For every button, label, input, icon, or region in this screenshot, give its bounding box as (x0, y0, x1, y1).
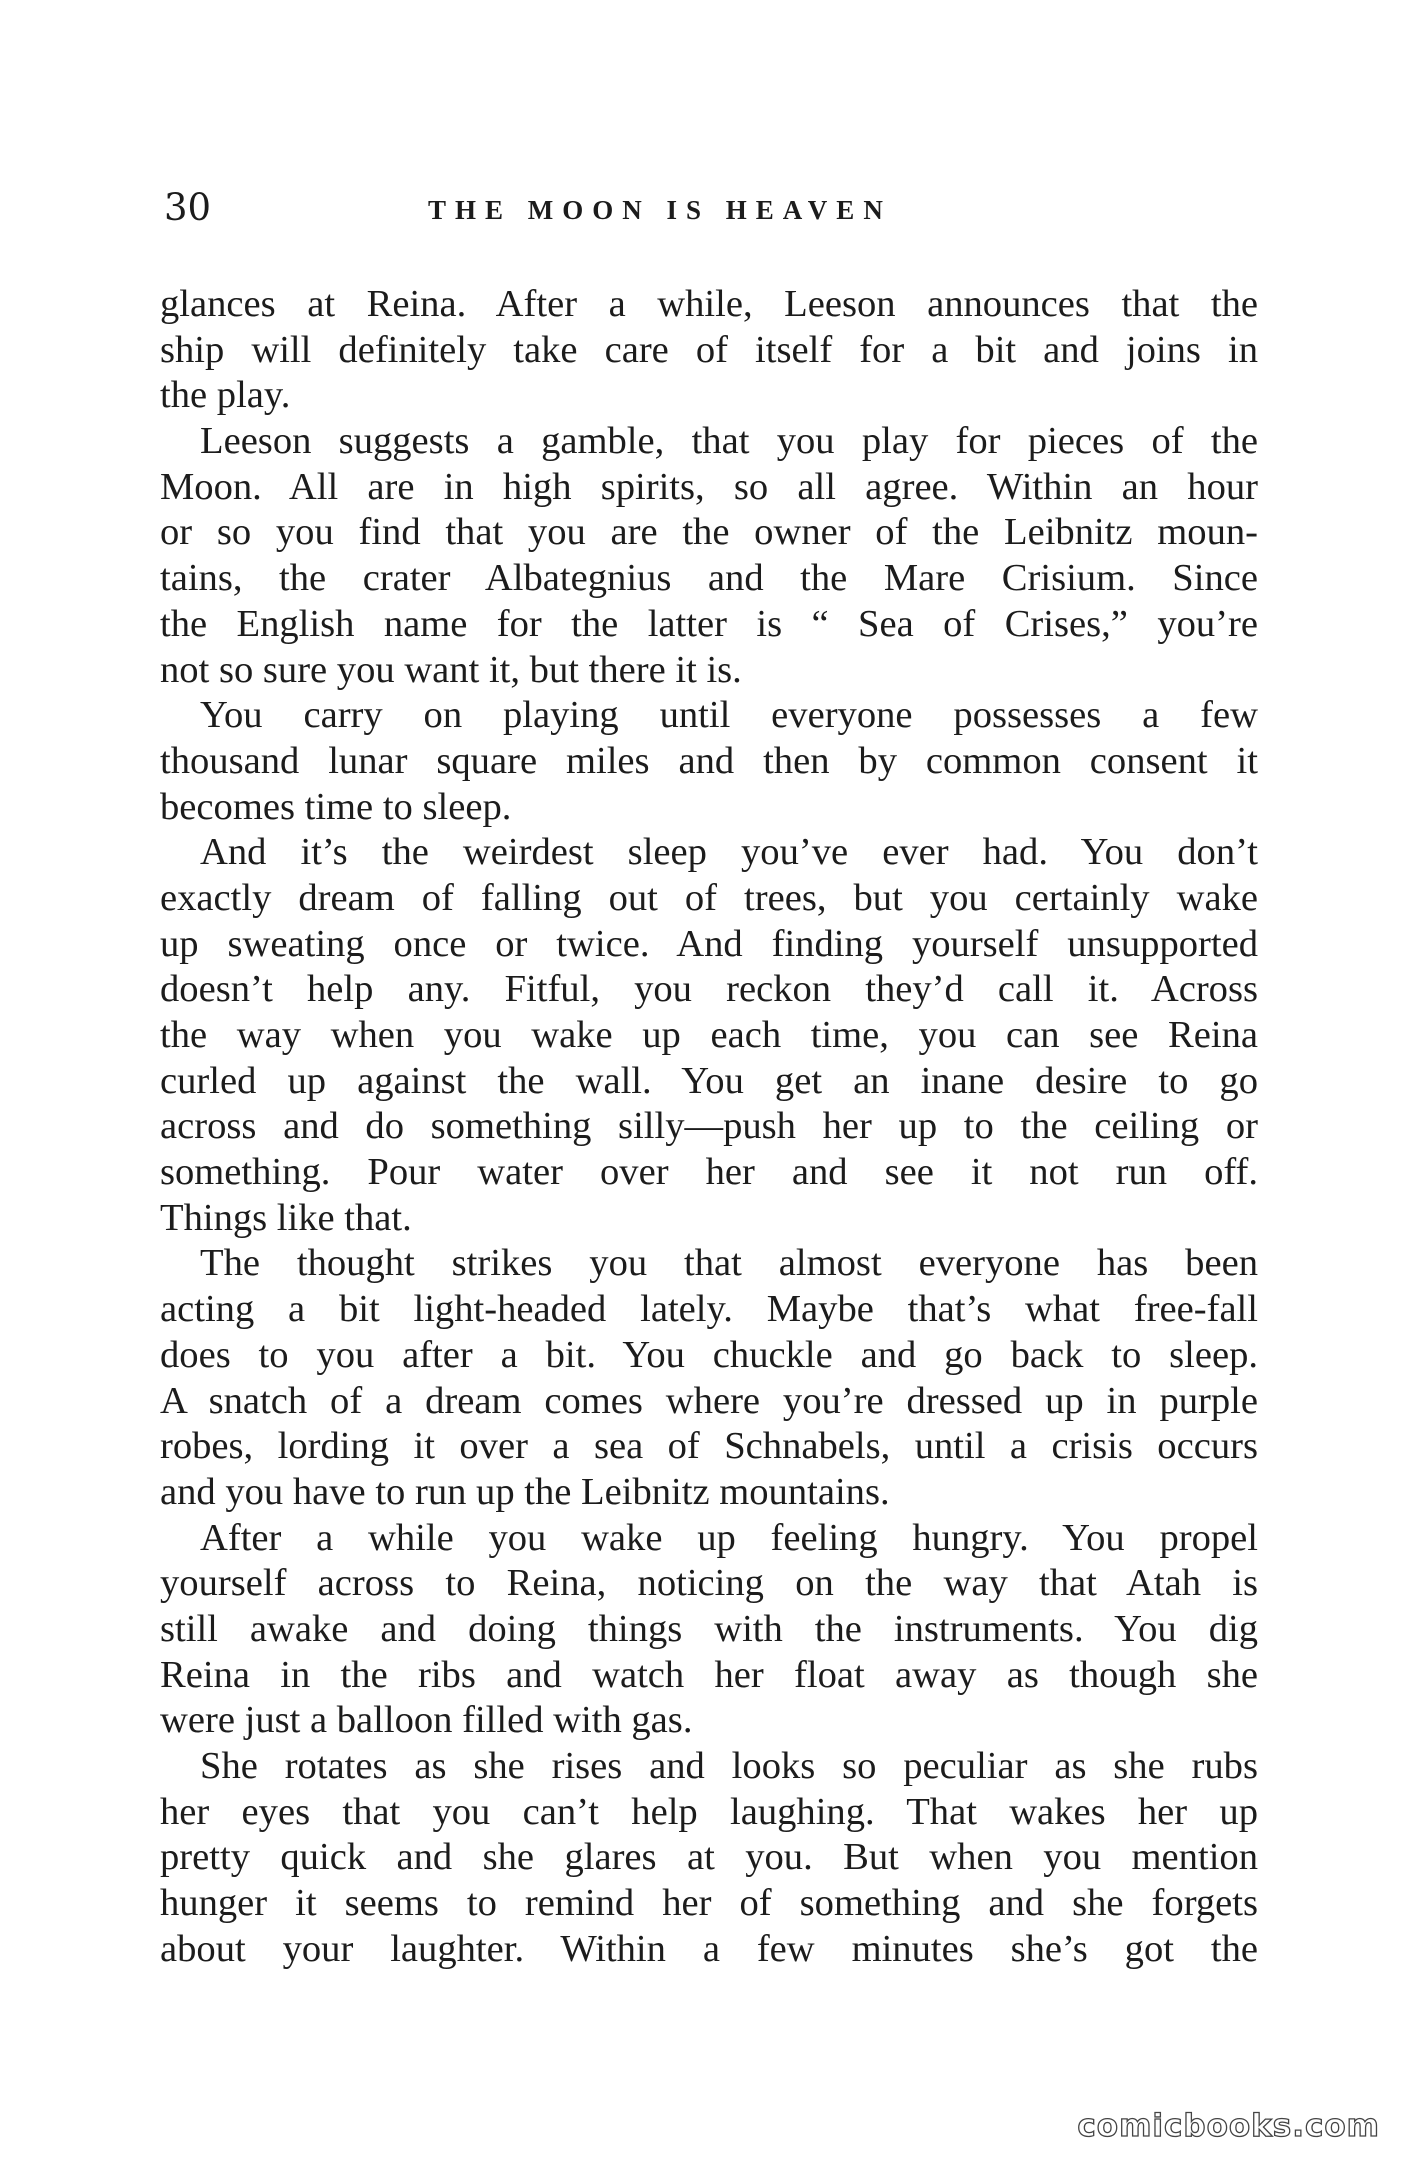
text-line: or so you find that you are the owner of the Leibnitz moun- (160, 511, 1258, 554)
watermark: comicbooks.com (1077, 2108, 1380, 2144)
body-text (160, 282, 1258, 1972)
text-line: glances at Reina. After a while, Leeson announces that the (160, 283, 1258, 325)
paragraph (160, 282, 1258, 419)
text-line: After a while you wake up feeling hungry. You propel (200, 1516, 1258, 1559)
text-line: Reina in the ribs and watch her float away as though she (160, 1653, 1258, 1696)
paragraph (160, 1241, 1258, 1515)
text-line: the English name for the latter is “ Sea of Crises,” you’re (160, 602, 1258, 645)
paragraph (160, 830, 1258, 1241)
paragraph (160, 1744, 1258, 1972)
page-number: 30 (164, 186, 212, 229)
text-line: not so sure you want it, but there it is. (160, 648, 742, 691)
paragraph (160, 419, 1258, 693)
text-line: Moon. All are in high spirits, so all agree. Within an hour (160, 465, 1258, 508)
text-line: up sweating once or twice. And finding yourself unsupported (160, 922, 1258, 965)
text-line: across and do something silly—push her up to the ceiling or (160, 1105, 1258, 1148)
text-line: And it’s the weirdest sleep you’ve ever had. You don’t (200, 831, 1258, 874)
text-line: the way when you wake up each time, you can see Reina (160, 1014, 1258, 1056)
text-line: curled up against the wall. You get an inane desire to go (160, 1059, 1258, 1102)
text-line: She rotates as she rises and looks so peculiar as she rubs (200, 1745, 1258, 1787)
text-line: about your laughter. Within a few minutes she’s got the (160, 1927, 1258, 1970)
text-line: Things like that. (160, 1196, 412, 1239)
text-line: her eyes that you can’t help laughing. That wakes her up (160, 1790, 1258, 1833)
text-line: Leeson suggests a gamble, that you play for pieces of the (200, 420, 1258, 463)
text-line: You carry on playing until everyone possesses a few (200, 694, 1258, 737)
running-head (160, 183, 1010, 233)
text-line: yourself across to Reina, noticing on the way that Atah is (160, 1562, 1258, 1605)
text-line: pretty quick and she glares at you. But when you mention (160, 1836, 1258, 1879)
text-line: tains, the crater Albategnius and the Mare Crisium. Since (160, 557, 1258, 600)
text-line: hunger it seems to remind her of something and she forgets (160, 1882, 1258, 1925)
text-line: were just a balloon filled with gas. (160, 1699, 693, 1742)
text-line: doesn’t help any. Fitful, you reckon they’d call it. Across (160, 968, 1258, 1011)
text-line: thousand lunar square miles and then by common consent it (160, 739, 1258, 782)
text-line: still awake and doing things with the instruments. You dig (160, 1607, 1258, 1650)
text-line: acting a bit light-headed lately. Maybe that’s what free-fall (160, 1288, 1258, 1331)
running-title: THE MOON IS HEAVEN (428, 195, 892, 225)
text-line: the play. (160, 374, 291, 417)
paragraph (160, 693, 1258, 830)
text-line: The thought strikes you that almost everyone has been (200, 1242, 1258, 1285)
paragraph (160, 1516, 1258, 1744)
text-line: and you have to run up the Leibnitz mountains. (160, 1470, 890, 1513)
text-line: A snatch of a dream comes where you’re dressed up in purple (160, 1379, 1258, 1422)
text-line: does to you after a bit. You chuckle and go back to sleep. (160, 1333, 1258, 1376)
text-line: something. Pour water over her and see it not run off. (160, 1151, 1258, 1194)
text-line: robes, lording it over a sea of Schnabels, until a crisis occurs (160, 1425, 1258, 1468)
text-line: becomes time to sleep. (160, 785, 512, 828)
text-line: ship will definitely take care of itself for a bit and joins in (160, 328, 1258, 371)
text-line: exactly dream of falling out of trees, but you certainly wake (160, 876, 1258, 919)
